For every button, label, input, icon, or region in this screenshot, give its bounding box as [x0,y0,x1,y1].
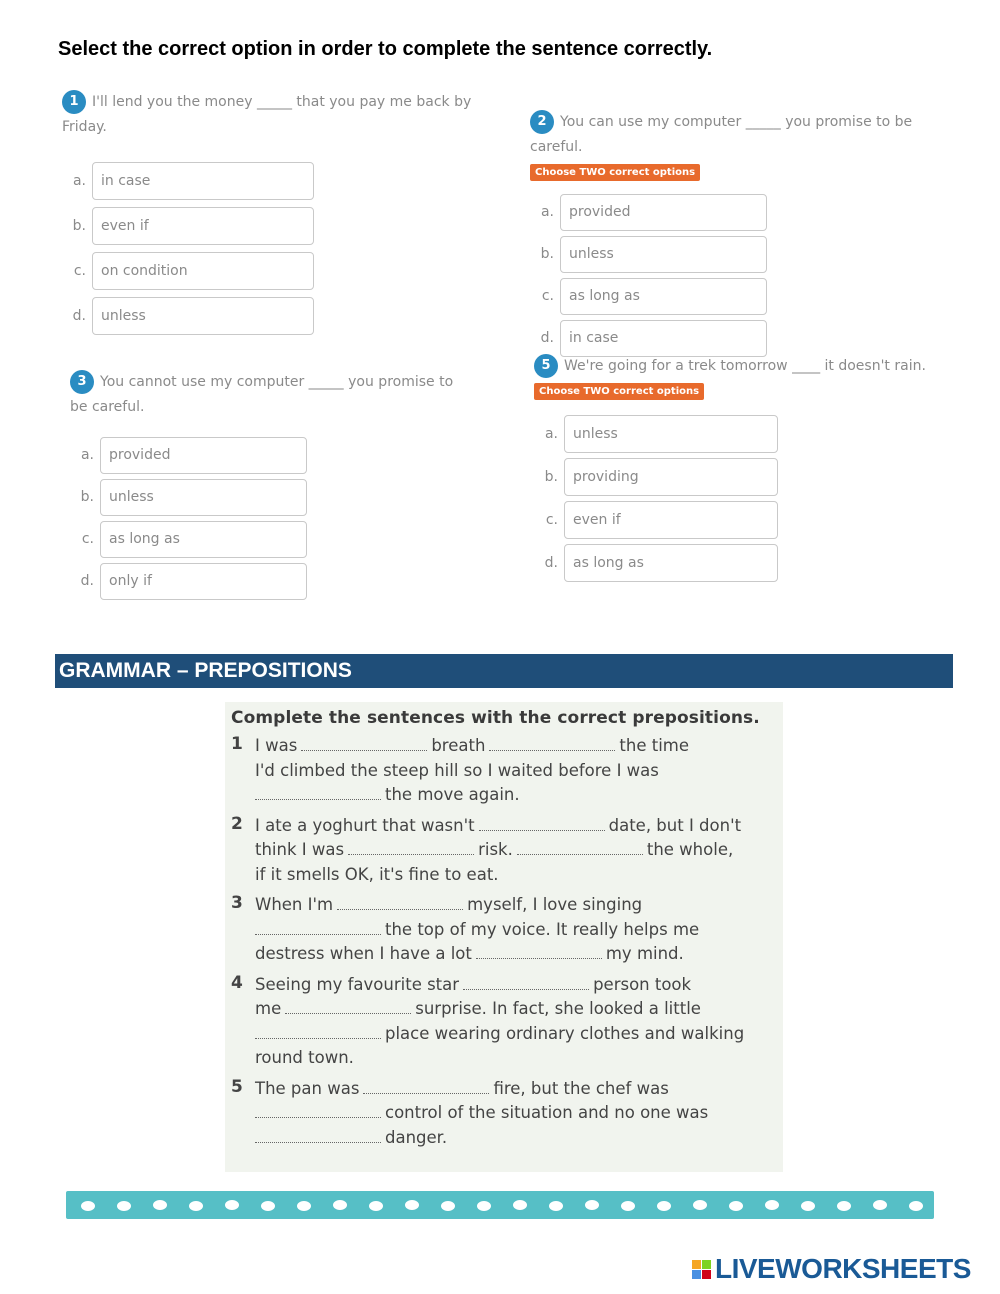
dots-pattern-icon [66,1191,934,1219]
choose-two-badge: Choose TWO correct options [534,383,704,400]
answer-blank[interactable] [255,1104,381,1118]
answer-blank[interactable] [255,921,381,935]
exercise-item: 2 I ate a yoghurt that wasn't date, but I don't think I was risk. the whole, if it smells OK, it's fine to eat. [231,813,742,884]
answer-blank[interactable] [348,841,474,855]
decorative-strip [66,1191,934,1219]
logo-text: LIVEWORKSHEETS [715,1253,971,1284]
question-text: You can use my computer _____ you promise to be careful. [530,114,913,155]
option-box[interactable]: as long as [564,544,778,582]
logo-icon [692,1260,711,1279]
question-text: I'll lend you the money _____ that you pay me back by Friday. [62,94,472,135]
question-1: 1 I'll lend you the money _____ that you pay me back by Friday. a. in case b. even if c. on condition d. unless [62,90,482,338]
answer-blank[interactable] [479,817,605,831]
answer-blank[interactable] [517,841,643,855]
option-box[interactable]: providing [564,458,778,496]
instruction: Select the correct option in order to complete the sentence correctly. [58,38,713,60]
option-box[interactable]: provided [560,194,767,231]
question-3: 3 You cannot use my computer _____ you promise to be careful. a. provided b. unless c. as long as d. only if [70,370,470,602]
option-box[interactable]: as long as [100,521,307,558]
answer-blank[interactable] [255,1129,381,1143]
option-box[interactable]: even if [564,501,778,539]
question-number: 2 [530,110,554,134]
option-box[interactable]: unless [560,236,767,273]
option-box[interactable]: as long as [560,278,767,315]
option-box[interactable]: unless [100,479,307,516]
option-box[interactable]: unless [92,297,314,335]
answer-blank[interactable] [476,945,602,959]
answer-blank[interactable] [363,1080,489,1094]
answer-blank[interactable] [489,737,615,751]
answer-blank[interactable] [255,1025,381,1039]
grammar-exercise [225,702,783,1172]
question-2: 2 You can use my computer _____ you promise to be careful. Choose TWO correct options a. provided b. unless c. as long as d. in case [530,110,960,359]
option-box[interactable]: provided [100,437,307,474]
exercise-item: 4 Seeing my favourite star person took me surprise. In fact, she looked a little place wearing ordinary clothes and walking round town. [231,972,745,1067]
answer-blank[interactable] [255,786,381,800]
answer-blank[interactable] [285,1000,411,1014]
option-box[interactable]: even if [92,207,314,245]
choose-two-badge: Choose TWO correct options [530,164,700,181]
option-box[interactable]: only if [100,563,307,600]
exercise-item: 5 The pan was fire, but the chef was control of the situation and no one was danger. [231,1076,709,1147]
question-number: 3 [70,370,94,394]
exercise-item: 1 I was breath the time I'd climbed the steep hill so I waited before I was the move again. [231,734,690,804]
option-box[interactable]: unless [564,415,778,453]
answer-blank[interactable] [301,737,427,751]
answer-blank[interactable] [337,896,463,910]
exercise-title: Complete the sentences with the correct prepositions. [231,708,760,728]
option-box[interactable]: in case [92,162,314,200]
question-5: 5 We're going for a trek tomorrow ____ it doesn't rain. Choose TWO correct options a. unless b. providing c. even if d. as long as [534,354,964,584]
answer-blank[interactable] [463,976,589,990]
question-text: We're going for a trek tomorrow ____ it doesn't rain. [564,358,926,374]
option-box[interactable]: in case [560,320,767,357]
question-number: 5 [534,354,558,378]
liveworksheets-logo [692,1253,971,1285]
section-header: GRAMMAR – PREPOSITIONS [55,654,953,688]
question-text: You cannot use my computer _____ you promise to be careful. [70,374,454,415]
question-number: 1 [62,90,86,114]
option-box[interactable]: on condition [92,252,314,290]
exercise-item: 3 When I'm myself, I love singing the top of my voice. It really helps me destress when I have a lot my mind. [231,893,700,963]
